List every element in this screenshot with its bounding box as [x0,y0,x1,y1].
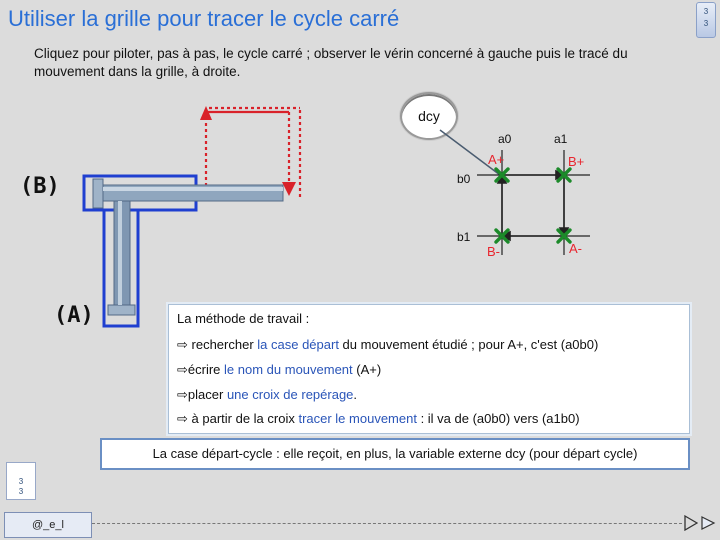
method-step-3-em: une croix de repérage [226,387,354,402]
cylinder-a [104,201,138,326]
instructions-text: Cliquez pour piloter, pas à pas, le cycle carré ; observer le vérin concerné à gauche puis le tracé du mouvement dans la grille, à droite. [34,46,628,79]
play-icon[interactable] [684,515,698,531]
method-step-1-em: la case départ [257,337,339,352]
note-box: La case départ-cycle : elle reçoit, en plus, la variable externe dcy (pour départ cycle) [100,438,690,470]
grid-crosses [496,169,570,242]
cylinder-b-label: (B) [20,174,60,199]
trace-arrow-down [282,182,296,196]
method-step-4-post: : il va de (a0b0) vers (a1b0) [416,411,580,426]
method-step-3 [177,387,357,403]
grid-row-label-b0: b0 [457,172,471,186]
arrow-right-icon: ⇨ [177,362,188,377]
move-label-bminus: B- [487,244,500,259]
method-heading: La méthode de travail : [177,311,310,326]
method-step-2-em: le nom du mouvement [224,362,353,377]
arrow-right-icon: ⇨ [177,387,188,402]
arrow-right-icon: ⇨ [177,337,192,352]
footer-button[interactable]: @_e_l [4,512,92,538]
method-step-1 [177,337,598,353]
next-slide-icon[interactable] [700,515,716,531]
page-number-bottom: 3 [703,19,709,28]
move-label-bplus: B+ [568,154,585,169]
method-step-4 [177,411,580,427]
method-step-1-post: du mouvement étudié ; pour A+, c'est (a0b0) [338,337,599,352]
method-step-4-em: tracer le mouvement [298,411,417,426]
mini-document-icon[interactable] [6,462,36,500]
method-step-2 [177,362,381,378]
method-step-2-post: (A+) [352,362,382,377]
method-step-4-pre: à partir de la croix [191,411,299,426]
method-panel [168,304,690,434]
method-step-3-pre: placer [187,387,227,402]
method-step-3-post: . [353,387,358,402]
page-number-top: 3 [703,7,709,16]
method-step-1-pre: rechercher [191,337,258,352]
footer-divider [92,523,682,524]
move-label-aminus: A- [569,241,582,256]
mini-doc-num-top: 3 [18,477,24,486]
grid-col-label-a1: a1 [554,132,568,146]
dcy-button[interactable]: dcy [400,92,458,140]
mini-doc-num-bottom: 3 [18,487,24,496]
grid-row-label-b1: b1 [457,230,471,244]
grid-col-label-a0: a0 [498,132,512,146]
cylinder-a-label: (A) [54,303,94,328]
method-step-2-pre: écrire [187,362,225,377]
move-label-aplus: A+ [488,152,505,167]
arrow-right-icon: ⇨ [177,411,192,426]
page-title: Utiliser la grille pour tracer le cycle carré [8,6,400,31]
